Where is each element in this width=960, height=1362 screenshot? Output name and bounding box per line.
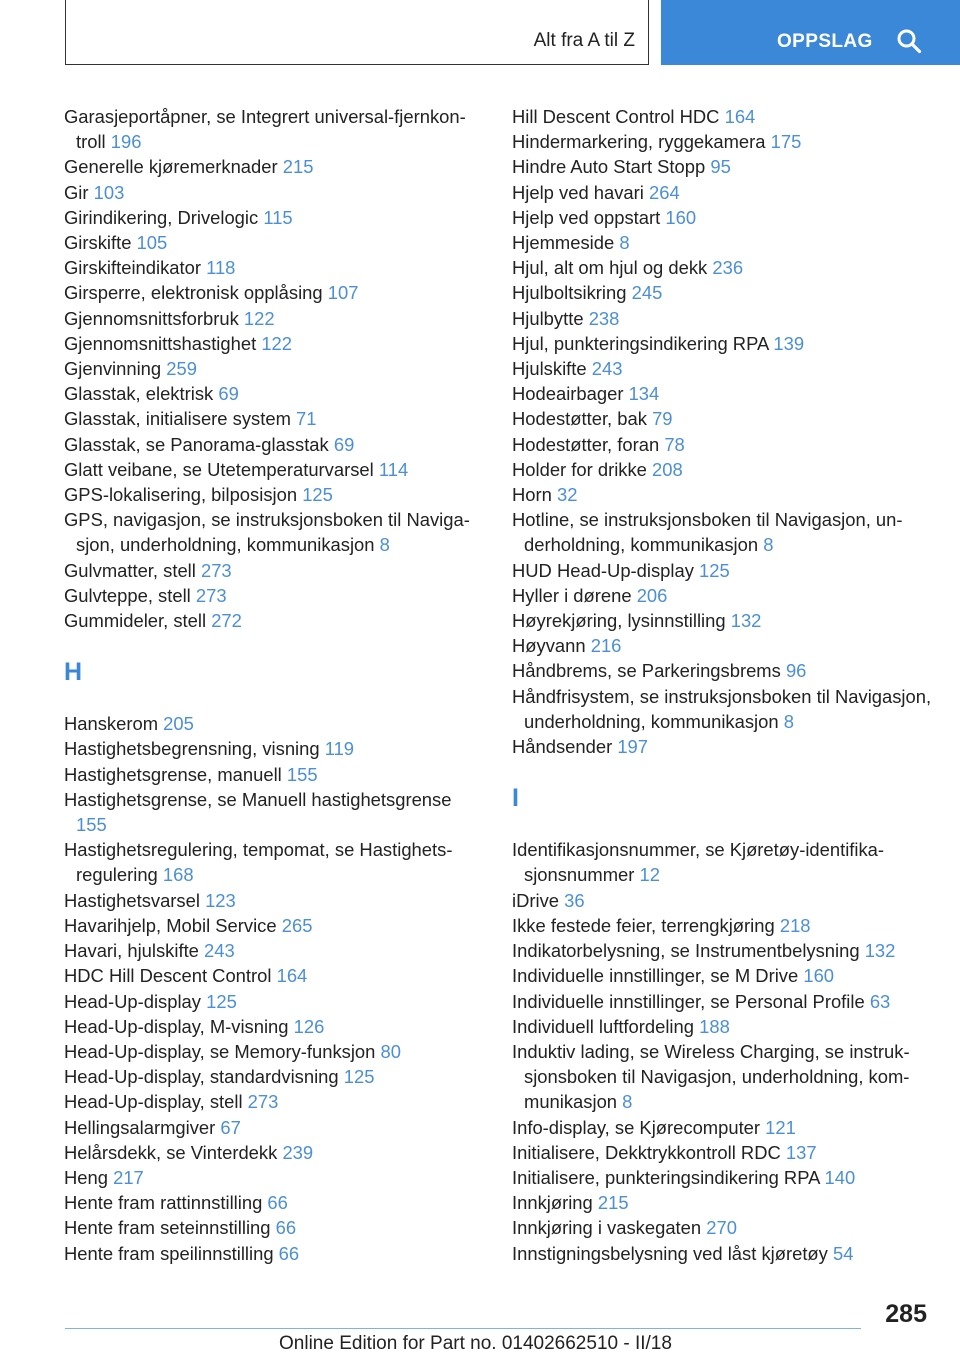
index-entry-text: Havarihjelp, Mobil Service — [64, 914, 277, 936]
index-entry — [512, 154, 932, 179]
edition-note: Online Edition for Part no. 01402662510 - II/18 — [279, 1333, 672, 1354]
index-entry — [512, 963, 932, 988]
index-page-link[interactable]: 69 — [333, 433, 355, 455]
index-entry — [512, 457, 932, 482]
index-entry-text: Hastighetsgrense, manuell — [64, 763, 282, 785]
index-entry — [512, 129, 932, 154]
index-page-link[interactable]: 273 — [247, 1091, 279, 1113]
index-page-link[interactable]: 168 — [162, 864, 194, 886]
index-entry — [512, 888, 932, 913]
index-entry — [64, 280, 484, 305]
index-page-link[interactable]: 273 — [200, 559, 232, 581]
index-entry — [64, 938, 484, 963]
index-page-link[interactable]: 218 — [779, 914, 811, 936]
index-entry-text: Håndfrisystem, se instruksjonsboken til Navigasjon, underholdning, kommunikasjon — [512, 685, 932, 732]
index-page-link[interactable]: 80 — [380, 1040, 401, 1062]
index-entry-text: iDrive — [512, 889, 560, 911]
index-entry — [512, 381, 932, 406]
lookup-tab-label: OPPSLAG — [777, 31, 873, 52]
index-entry — [512, 331, 932, 356]
index-entry-text: Gulvteppe, stell — [64, 584, 191, 606]
section-tab[interactable] — [65, 0, 649, 65]
index-entry — [64, 558, 484, 583]
index-entry-text: Hastighetsgrense, se Manuell hastighetsgrense — [64, 788, 452, 810]
index-page-link[interactable]: 164 — [276, 965, 308, 987]
index-entry — [64, 406, 484, 431]
index-entry-text: Heng — [64, 1166, 108, 1188]
index-page-link[interactable]: 118 — [206, 257, 236, 279]
index-entry — [64, 608, 484, 633]
index-page-link[interactable]: 208 — [652, 458, 683, 480]
index-entry — [512, 507, 932, 557]
index-page-link[interactable]: 123 — [205, 889, 236, 911]
index-entry-text: Individuell luftfordeling — [512, 1015, 694, 1037]
index-page-link[interactable]: 270 — [706, 1217, 737, 1239]
index-page-link[interactable]: 140 — [824, 1166, 856, 1188]
index-entry-text: Head-Up-display, se Memory-funksjon — [64, 1040, 376, 1062]
index-page-link[interactable]: 259 — [166, 358, 197, 380]
index-entry-text: Hjul, punkteringsindikering RPA — [512, 332, 769, 354]
index-entry-text: Hjemmeside — [512, 232, 615, 254]
index-entry-text: Hindermarkering, ryggekamera — [512, 131, 766, 153]
index-page-link[interactable]: 115 — [263, 206, 293, 228]
index-entry-text: Hastighetsvarsel — [64, 889, 200, 911]
index-entry — [64, 1190, 484, 1215]
index-page-link[interactable]: 122 — [243, 307, 275, 329]
index-entry — [64, 1215, 484, 1240]
index-entry — [512, 104, 932, 129]
search-icon[interactable] — [896, 28, 922, 54]
index-entry — [512, 1190, 932, 1215]
index-entry-text: Gulvmatter, stell — [64, 559, 196, 581]
index-entry — [512, 1014, 932, 1039]
index-entry — [512, 913, 932, 938]
index-entry — [512, 432, 932, 457]
index-entry — [512, 306, 932, 331]
index-entry-text: Høyvann — [512, 635, 586, 657]
index-entry — [512, 938, 932, 963]
index-entry — [512, 1241, 932, 1266]
index-page-link[interactable]: 196 — [110, 131, 142, 153]
index-entry-text: Head-Up-display, M-visning — [64, 1015, 289, 1037]
index-letter-heading: I — [512, 784, 519, 813]
index-entry-text: Head-Up-display, stell — [64, 1091, 243, 1113]
index-page-link[interactable]: 66 — [275, 1217, 297, 1239]
index-entry-text: Hente fram seteinnstilling — [64, 1217, 271, 1239]
index-entry — [64, 230, 484, 255]
index-entry-text: Hjelp ved oppstart — [512, 206, 661, 228]
index-column-right — [512, 104, 932, 1266]
index-entry — [512, 837, 932, 887]
index-page-link[interactable]: 67 — [220, 1116, 241, 1138]
index-entry — [64, 1064, 484, 1089]
index-page-link[interactable]: 238 — [588, 307, 620, 329]
index-page-link[interactable]: 188 — [699, 1015, 730, 1037]
index-entry — [64, 381, 484, 406]
index-entry — [64, 1014, 484, 1039]
index-entry-text: GPS-lokalisering, bilposisjon — [64, 484, 298, 506]
index-entry-text: Indikatorbelysning, se Instrumentbelysning — [512, 940, 860, 962]
index-page-link[interactable]: 264 — [649, 181, 680, 203]
index-entry-text: Hjulboltsikring — [512, 282, 627, 304]
index-entry-text: Horn — [512, 484, 552, 506]
index-entry — [512, 1115, 932, 1140]
index-page-link[interactable]: 79 — [652, 408, 673, 430]
index-page-link[interactable]: 137 — [785, 1141, 817, 1163]
index-page-link[interactable]: 205 — [163, 713, 194, 735]
index-page-link[interactable]: 125 — [206, 990, 237, 1012]
index-page-link[interactable]: 63 — [869, 990, 891, 1012]
index-page-link[interactable]: 121 — [765, 1116, 796, 1138]
index-entry-text: Innkjøring — [512, 1192, 593, 1214]
index-entry — [64, 1165, 484, 1190]
index-entry — [64, 306, 484, 331]
index-entry — [512, 608, 932, 633]
index-page-link[interactable]: 216 — [590, 635, 622, 657]
index-entry-text: Ikke festede feier, terrengkjøring — [512, 914, 775, 936]
index-entry-text: Innkjøring i vaskegaten — [512, 1217, 702, 1239]
index-entry — [512, 205, 932, 230]
index-entry — [64, 457, 484, 482]
index-page-link[interactable]: 54 — [832, 1242, 854, 1264]
index-entry — [512, 684, 932, 734]
index-entry-text: Helårsdekk, se Vinterdekk — [64, 1141, 278, 1163]
index-entry-text: Hodeairbager — [512, 383, 624, 405]
index-page-link[interactable]: 78 — [664, 433, 685, 455]
index-page-link[interactable]: 164 — [724, 106, 756, 127]
index-entry-text: Hjulskifte — [512, 358, 587, 380]
index-entry-text: Hente fram rattinnstilling — [64, 1192, 263, 1214]
index-page-link[interactable]: 134 — [628, 383, 660, 405]
index-entry — [64, 583, 484, 608]
index-entry-text: Hellingsalarmgiver — [64, 1116, 216, 1138]
index-page-link[interactable]: 114 — [378, 458, 409, 480]
index-entry-text: Glasstak, elektrisk — [64, 383, 214, 405]
index-entry — [512, 406, 932, 431]
index-page-link[interactable]: 139 — [773, 332, 805, 354]
index-entry-text: Glasstak, initialisere system — [64, 408, 291, 430]
index-entry — [64, 180, 484, 205]
index-entry-text: Hjulbytte — [512, 307, 584, 329]
index-entry — [64, 104, 484, 154]
index-entry — [64, 837, 484, 887]
index-entry-text: Hjelp ved havari — [512, 181, 644, 203]
index-entry-text: Innstigningsbelysning ved låst kjøretøy — [512, 1242, 828, 1264]
index-page-link[interactable]: 243 — [204, 940, 235, 962]
index-entry — [64, 963, 484, 988]
index-page-link[interactable]: 239 — [282, 1141, 314, 1163]
index-entry — [512, 280, 932, 305]
index-entry-text: Girindikering, Drivelogic — [64, 206, 259, 228]
index-entry — [512, 180, 932, 205]
index-entry-text: Hastighetsbegrensning, visning — [64, 738, 320, 760]
index-entry-text: Gjennomsnittshastighet — [64, 332, 257, 354]
index-page-link[interactable]: 206 — [636, 584, 668, 606]
index-entry — [512, 1039, 932, 1115]
index-entry-text: Gir — [64, 181, 89, 203]
index-page-link[interactable]: 125 — [699, 559, 730, 581]
index-page-link[interactable]: 66 — [267, 1192, 288, 1214]
index-entry-text: Girskifteindikator — [64, 257, 201, 279]
index-entry-text: HDC Hill Descent Control — [64, 965, 272, 987]
index-page-link[interactable]: 160 — [803, 965, 835, 987]
index-entry-text: Head-Up-display — [64, 990, 201, 1012]
index-entry — [64, 432, 484, 457]
index-page-link[interactable]: 69 — [218, 383, 239, 405]
index-entry — [64, 482, 484, 507]
index-page-link[interactable]: 243 — [591, 358, 623, 380]
index-entry — [512, 558, 932, 583]
index-page-link[interactable]: 119 — [324, 738, 355, 760]
index-page-link[interactable]: 103 — [93, 181, 125, 203]
index-entry-text: Initialisere, punkteringsindikering RPA — [512, 1166, 820, 1188]
index-entry — [512, 734, 932, 759]
index-entry — [64, 205, 484, 230]
index-entry — [64, 356, 484, 381]
index-entry — [512, 255, 932, 280]
index-entry — [64, 331, 484, 356]
index-entry-text: Hodestøtter, foran — [512, 433, 660, 455]
index-entry-text: Individuelle innstillinger, se Personal Profile — [512, 990, 865, 1012]
index-entry — [512, 658, 932, 683]
index-entry-text: Head-Up-display, standardvisning — [64, 1066, 339, 1088]
index-entry-text: Gjennomsnittsforbruk — [64, 307, 239, 329]
index-page-link[interactable]: 12 — [639, 864, 660, 886]
index-page-link[interactable]: 215 — [282, 156, 314, 178]
index-page-link[interactable]: 155 — [76, 814, 107, 836]
index-page-link[interactable]: 197 — [617, 736, 649, 758]
index-page-link[interactable]: 215 — [597, 1192, 629, 1214]
footer-divider — [65, 1328, 861, 1329]
index-entry — [64, 736, 484, 761]
index-entry-text: Hyller i dørene — [512, 584, 632, 606]
index-entry — [512, 989, 932, 1014]
index-page-link[interactable]: 217 — [113, 1166, 144, 1188]
index-entry — [64, 255, 484, 280]
index-entry — [64, 989, 484, 1014]
index-entry-text: Garasjeportåpner, se Integrert universal-fjernkontroll — [64, 106, 466, 153]
index-page-link[interactable]: 8 — [619, 232, 630, 254]
index-entry-text: Glasstak, se Panorama-glasstak — [64, 433, 329, 455]
index-entry — [64, 762, 484, 787]
index-page-link[interactable]: 96 — [785, 660, 807, 682]
index-entry-text: Induktiv lading, se Wireless Charging, se instruksjonsboken til Navigasjon, underholdning, kommunikasjon — [512, 1040, 910, 1113]
index-entry — [64, 888, 484, 913]
index-page-link[interactable]: 105 — [136, 232, 168, 254]
index-page-link[interactable]: 175 — [770, 131, 802, 153]
index-entry-text: HUD Head-Up-display — [512, 559, 694, 581]
index-entry-text: Håndsender — [512, 736, 613, 758]
page-number: 285 — [885, 1300, 927, 1328]
index-entry-text: Gjenvinning — [64, 358, 162, 380]
index-page-link[interactable]: 160 — [665, 206, 697, 228]
index-page-link[interactable]: 8 — [379, 534, 390, 556]
index-entry-text: Hill Descent Control HDC — [512, 106, 720, 127]
index-entry — [64, 1039, 484, 1064]
index-entry — [512, 583, 932, 608]
index-entry-text: Info-display, se Kjørecomputer — [512, 1116, 761, 1138]
index-page-link[interactable]: 155 — [286, 763, 318, 785]
index-page-link[interactable]: 236 — [712, 257, 744, 279]
index-page-link[interactable]: 36 — [564, 889, 585, 911]
index-page-link[interactable]: 71 — [296, 408, 317, 430]
index-page-link[interactable]: 132 — [864, 940, 896, 962]
section-tab-label: Alt fra A til Z — [533, 30, 635, 51]
index-page-link[interactable]: 95 — [710, 156, 731, 178]
index-page-link[interactable]: 66 — [278, 1242, 300, 1264]
lookup-tab[interactable] — [661, 0, 960, 65]
index-entry — [512, 1215, 932, 1240]
index-page-link[interactable]: 272 — [211, 610, 242, 632]
index-entry — [64, 507, 484, 557]
index-entry — [64, 154, 484, 179]
index-entry-text: Hente fram speilinnstilling — [64, 1242, 274, 1264]
index-entry-text: Hastighetsregulering, tempomat, se Hastighetsregulering — [64, 839, 453, 886]
index-page-link[interactable]: 107 — [327, 282, 359, 304]
index-letter-heading: H — [64, 658, 83, 687]
index-entry — [64, 913, 484, 938]
index-page-link[interactable]: 132 — [730, 610, 762, 632]
index-page-link[interactable]: 8 — [783, 710, 794, 732]
index-entry — [512, 633, 932, 658]
index-page-link[interactable]: 122 — [261, 332, 292, 354]
index-entry-text: Gummideler, stell — [64, 610, 207, 632]
index-entry-text: Identifikasjonsnummer, se Kjøretøy-identifikasjonsnummer — [512, 839, 885, 886]
index-page-link[interactable]: 32 — [557, 484, 578, 506]
index-page-link[interactable]: 125 — [343, 1066, 375, 1088]
index-entry — [64, 711, 484, 736]
index-entry-text: Høyrekjøring, lysinnstilling — [512, 610, 726, 632]
index-entry — [64, 1115, 484, 1140]
index-entry — [512, 482, 932, 507]
index-entry-text: Glatt veibane, se Utetemperaturvarsel — [64, 458, 374, 480]
index-page-link[interactable]: 8 — [622, 1091, 633, 1113]
index-entry-text: Hanskerom — [64, 713, 159, 735]
index-entry — [64, 1089, 484, 1114]
index-entry — [512, 1165, 932, 1190]
index-entry-text: Håndbrems, se Parkeringsbrems — [512, 660, 781, 682]
index-entry-text: Holder for drikke — [512, 458, 647, 480]
index-page-link[interactable]: 8 — [763, 534, 774, 556]
index-entry-text: Hindre Auto Start Stopp — [512, 156, 706, 178]
index-entry-text: Initialisere, Dekktrykkontroll RDC — [512, 1141, 781, 1163]
index-entry-text: GPS, navigasjon, se instruksjonsboken til Navigasjon, underholdning, kommunikasjon — [64, 509, 470, 556]
index-entry-text: Hjul, alt om hjul og dekk — [512, 257, 708, 279]
index-entry-text: Girsperre, elektronisk opplåsing — [64, 282, 323, 304]
index-page-link[interactable]: 125 — [302, 484, 333, 506]
index-entry-text: Generelle kjøremerknader — [64, 156, 278, 178]
index-page-link[interactable]: 265 — [281, 914, 313, 936]
index-entry — [64, 1140, 484, 1165]
index-entry — [64, 1241, 484, 1266]
index-entry-text: Hotline, se instruksjonsboken til Navigasjon, underholdning, kommunikasjon — [512, 509, 903, 556]
index-entry — [512, 356, 932, 381]
index-entry-text: Girskifte — [64, 232, 132, 254]
index-entry-text: Individuelle innstillinger, se M Drive — [512, 965, 799, 987]
index-entry — [512, 1140, 932, 1165]
index-page-link[interactable]: 273 — [195, 584, 227, 606]
index-page-link[interactable]: 126 — [293, 1015, 325, 1037]
index-entry-text: Havari, hjulskifte — [64, 940, 199, 962]
index-page-link[interactable]: 245 — [631, 282, 663, 304]
index-entry — [512, 230, 932, 255]
index-entry-text: Hodestøtter, bak — [512, 408, 647, 430]
index-column-left — [64, 104, 484, 1266]
index-entry — [64, 787, 484, 837]
